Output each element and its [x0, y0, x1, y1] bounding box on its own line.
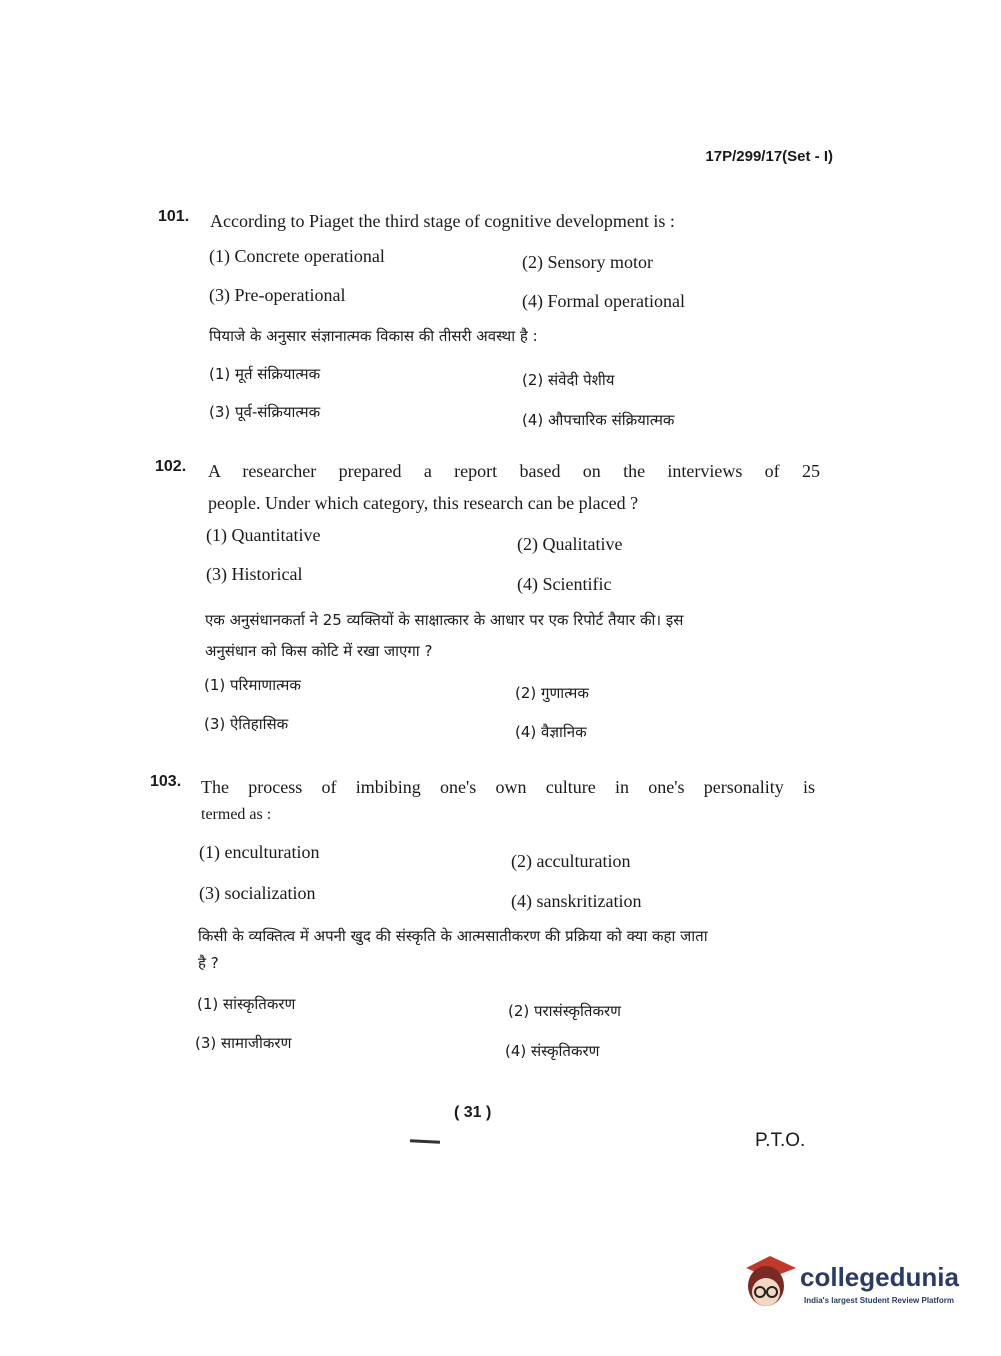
- collegedunia-watermark: [742, 1250, 972, 1320]
- option-hi: (4) संस्कृतिकरण: [505, 1042, 600, 1060]
- question-number: 102.: [155, 458, 187, 475]
- brand-name: collegedunia: [800, 1262, 959, 1292]
- option-hi: (1) सांस्कृतिकरण: [197, 995, 296, 1013]
- question-number: 101.: [158, 208, 190, 225]
- option-en: (1) Quantitative: [206, 525, 321, 545]
- question-text-hi: अनुसंधान को किस कोटि में रखा जाएगा ?: [205, 642, 433, 660]
- option-hi: (2) गुणात्मक: [515, 684, 589, 702]
- option-hi: (1) मूर्त संक्रियात्मक: [209, 365, 321, 383]
- option-en: (2) Sensory motor: [522, 252, 653, 272]
- paper-code: 17P/299/17(Set - I): [705, 148, 833, 165]
- question-text-hi: एक अनुसंधानकर्ता ने 25 व्यक्तियों के साक्षात्कार के आधार पर एक रिपोर्ट तैयार की। इस: [205, 611, 684, 629]
- option-hi: (2) संवेदी पेशीय: [522, 371, 615, 389]
- student-mascot-icon: [742, 1250, 798, 1310]
- question-text-en: people. Under which category, this research can be placed ?: [208, 493, 639, 513]
- option-hi: (4) औपचारिक संक्रियात्मक: [522, 411, 675, 429]
- scan-mark: [410, 1139, 440, 1144]
- pto-label: P.T.O.: [755, 1130, 806, 1151]
- option-en: (4) sanskritization: [511, 891, 642, 911]
- question-number: 103.: [150, 773, 182, 790]
- option-hi: (4) वैज्ञानिक: [515, 723, 587, 741]
- option-en: (4) Formal operational: [522, 291, 685, 311]
- option-en: (3) socialization: [199, 883, 316, 903]
- question-text-hi: है ?: [198, 954, 219, 972]
- option-hi: (3) सामाजीकरण: [195, 1034, 292, 1052]
- brand-tagline: India's largest Student Review Platform: [804, 1296, 954, 1305]
- question-text-en: termed as :: [201, 806, 272, 823]
- question-text-hi: किसी के व्यक्तित्व में अपनी खुद की संस्कृति के आत्मसातीकरण की प्रक्रिया को क्या कहा जाता: [198, 927, 708, 945]
- question-text-en: The process of imbibing one's own culture in one's personality is: [201, 777, 815, 797]
- option-en: (2) Qualitative: [517, 534, 623, 554]
- page-number: ( 31 ): [454, 1104, 492, 1121]
- option-hi: (3) पूर्व-संक्रियात्मक: [209, 403, 321, 421]
- option-en: (2) acculturation: [511, 851, 631, 871]
- question-text-hi: पियाजे के अनुसार संज्ञानात्मक विकास की तीसरी अवस्था है :: [209, 327, 538, 345]
- question-text-en: A researcher prepared a report based on the interviews of 25: [208, 461, 820, 481]
- option-hi: (1) परिमाणात्मक: [204, 676, 301, 694]
- option-en: (4) Scientific: [517, 574, 612, 594]
- option-en: (1) enculturation: [199, 842, 320, 862]
- option-en: (1) Concrete operational: [209, 246, 385, 266]
- question-text-en: According to Piaget the third stage of cognitive development is :: [210, 211, 675, 231]
- option-hi: (2) परासंस्कृतिकरण: [508, 1002, 621, 1020]
- option-en: (3) Pre-operational: [209, 285, 346, 305]
- option-hi: (3) ऐतिहासिक: [204, 715, 289, 733]
- option-en: (3) Historical: [206, 564, 303, 584]
